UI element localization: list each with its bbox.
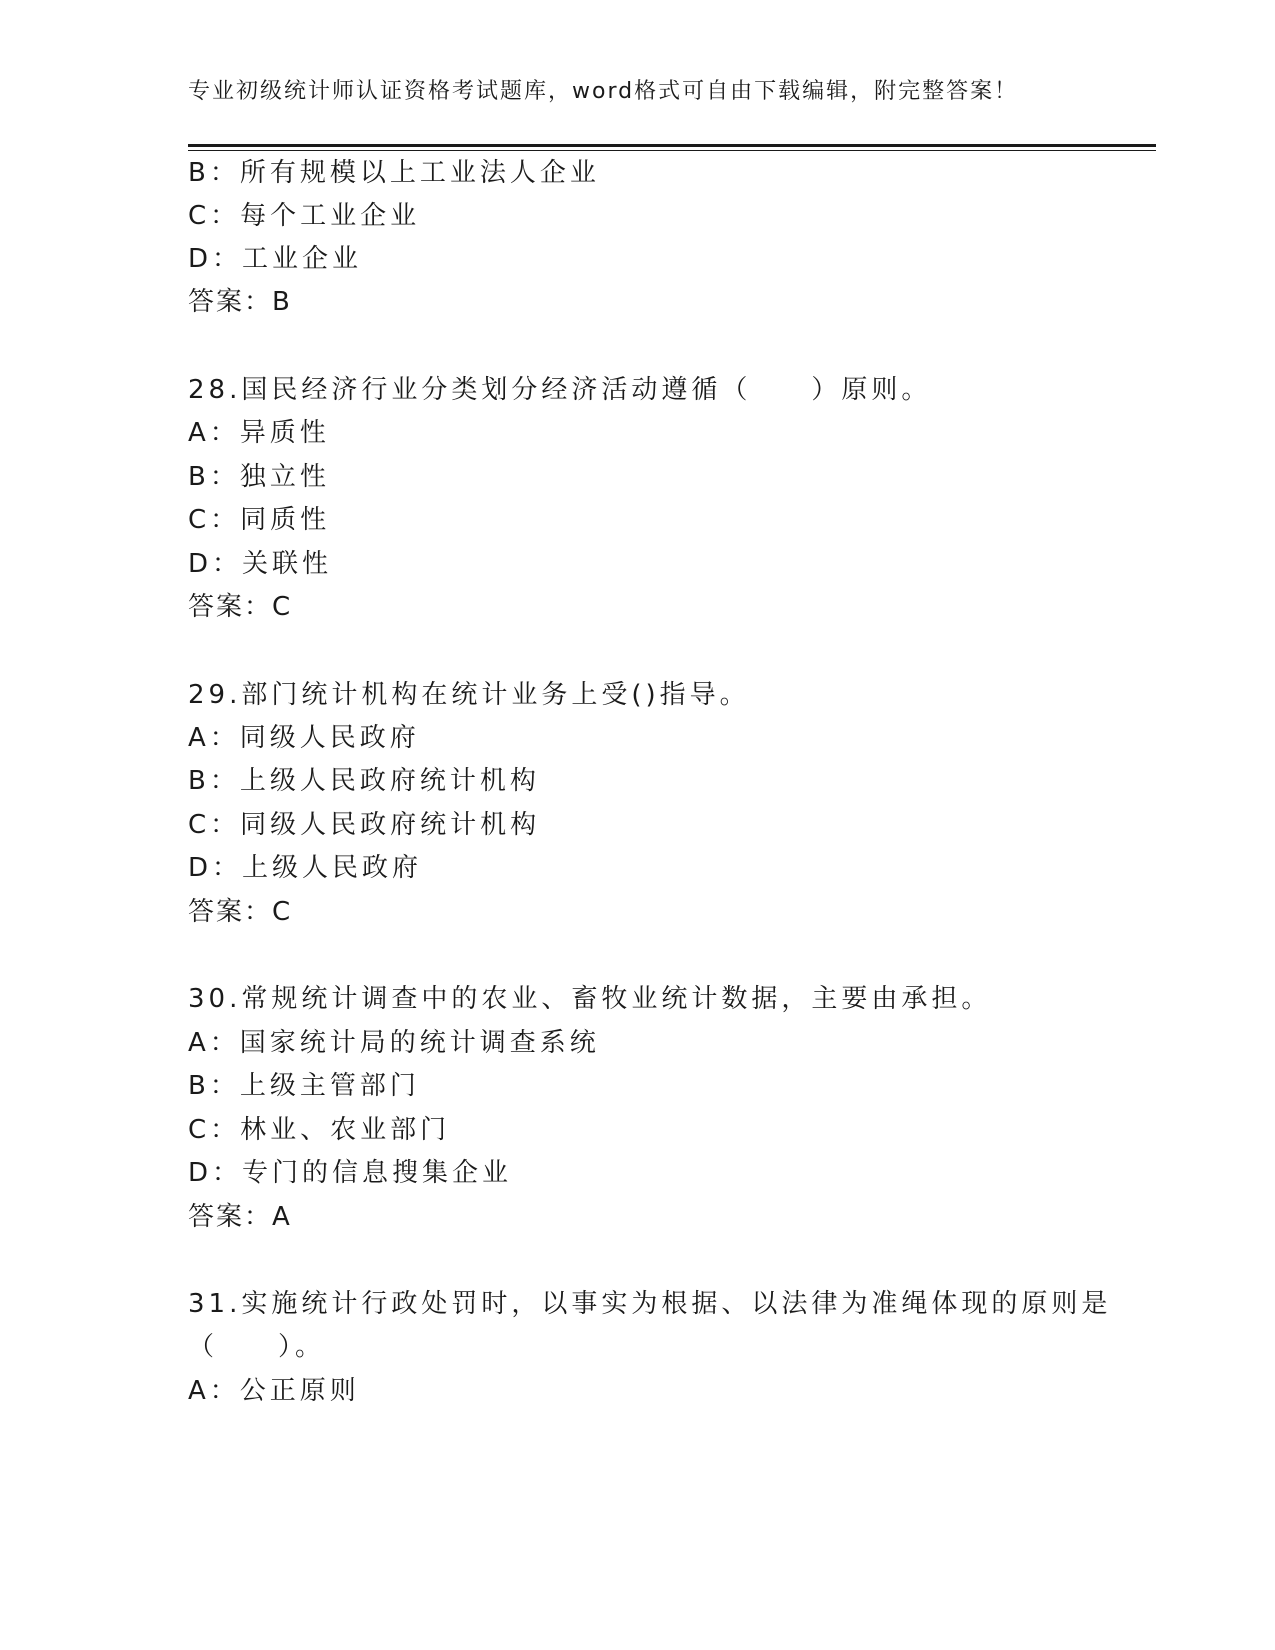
page-header: 专业初级统计师认证资格考试题库，word格式可自由下载编辑，附完整答案！ xyxy=(188,79,1019,104)
option-line: D：专门的信息搜集企业 xyxy=(188,1158,513,1188)
option-line: D：工业企业 xyxy=(188,244,363,274)
option-line: C：每个工业企业 xyxy=(188,201,421,231)
answer-line: 答案：C xyxy=(188,897,293,927)
option-line: B：独立性 xyxy=(188,462,330,492)
answer-line: 答案：B xyxy=(188,287,292,317)
question-line: 30.常规统计调查中的农业、畜牧业统计数据，主要由承担。 xyxy=(188,984,992,1014)
answer-line: 答案：C xyxy=(188,592,293,622)
answer-line: 答案：A xyxy=(188,1202,292,1232)
option-line: D：上级人民政府 xyxy=(188,853,423,883)
question-line: 29.部门统计机构在统计业务上受()指导。 xyxy=(188,680,750,710)
option-line: D：关联性 xyxy=(188,549,333,579)
option-line: C：林业、农业部门 xyxy=(188,1115,451,1145)
header-rule-thin xyxy=(188,150,1156,151)
header-rule-thick xyxy=(188,144,1156,147)
option-line: C：同质性 xyxy=(188,505,331,535)
question-line: 31.实施统计行政处罚时，以事实为根据、以法律为准绳体现的原则是 xyxy=(188,1289,1112,1319)
option-line: A：异质性 xyxy=(188,418,330,448)
option-line: A：国家统计局的统计调查系统 xyxy=(188,1028,600,1058)
option-line: A：公正原则 xyxy=(188,1376,360,1406)
option-line: B：上级主管部门 xyxy=(188,1071,420,1101)
option-line: A：同级人民政府 xyxy=(188,723,420,753)
option-line: C：同级人民政府统计机构 xyxy=(188,810,541,840)
question-line-continued: （ ）。 xyxy=(188,1332,326,1362)
question-line: 28.国民经济行业分类划分经济活动遵循（ ）原则。 xyxy=(188,375,932,405)
option-line: B：上级人民政府统计机构 xyxy=(188,766,540,796)
option-line: B：所有规模以上工业法人企业 xyxy=(188,158,600,188)
